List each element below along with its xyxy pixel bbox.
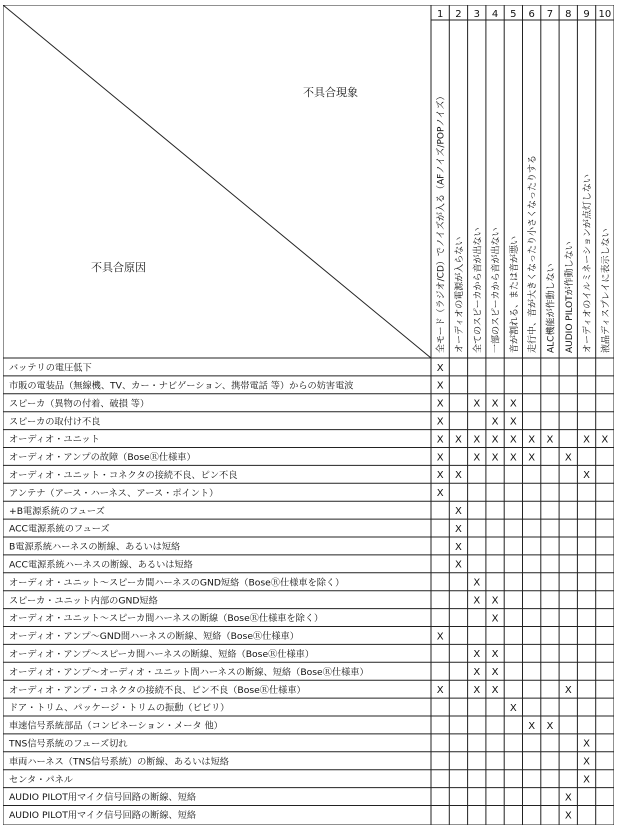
cell-mark: X [564,792,572,804]
cell-mark: X [455,506,462,517]
column-number: 7 [546,9,554,20]
row-cause: 車両ハーネス（TNS信号系統）の断線、あるいは短絡 [9,756,229,768]
cell-mark: X [455,541,462,553]
cell-mark: X [436,398,444,410]
cell-mark: X [436,452,444,464]
column-label: 走行中、音が大きくなったり小さくなったりする [528,154,539,353]
row-cause: オーディオ・ユニット [9,434,100,446]
row-cause: オーディオ・アンプの故障（BoseⓇ仕様車） [9,452,196,464]
cell-mark: X [436,470,444,482]
cell-mark: X [546,434,554,446]
cell-mark: X [455,523,462,535]
column-label: 液晶ディスプレイに表示しない [601,228,612,353]
row-cause: ACC電源系統ハーネスの断線、あるいは短絡 [9,559,193,571]
row-cause: オーディオ・ユニット〜スピーカ間ハーネスの断線（BoseⓇ仕様車を除く） [9,613,324,625]
column-lines [449,5,595,825]
cell-mark: X [583,774,590,786]
column-label: 一部のスピーカから音が出ない [491,227,502,353]
symptom-cause-matrix [3,5,614,825]
row-cause: ACC電源系統のフューズ [9,523,110,535]
column-number: 9 [583,9,590,20]
cell-mark: X [528,452,536,464]
row-cause: +B電源系統のフューズ [9,505,105,517]
cell-mark: X [473,667,481,679]
row-cause: アンテナ（アース・ハーネス、アース・ポイント） [9,487,219,499]
cell-mark: X [509,416,517,428]
cell-mark: X [473,685,481,696]
row-cause: AUDIO PILOT用マイク信号回路の断線、短絡 [9,792,197,804]
row-cause: ドア・トリム、パッケージ・トリムの振動（ビビリ） [9,702,230,714]
cell-mark: X [455,470,462,482]
cell-mark: X [473,595,481,607]
cell-mark: X [455,434,462,446]
cell-mark: X [436,488,444,500]
column-label: オーディオの電源が入らない [454,236,465,353]
column-numbers [437,9,611,20]
column-label: AUDIO PILOTが作動しない [564,241,575,353]
row-cause: B電源系統ハーネスの断線、あるいは短絡 [9,541,181,553]
cell-mark: X [491,613,499,625]
cell-mark: X [436,416,444,428]
row-cause: スピーカ（異物の付着、破損 等） [9,398,150,410]
cell-mark: X [491,667,499,679]
cell-mark: X [509,434,517,446]
column-number: 4 [491,9,499,20]
row-cause: TNS信号系統のフューズ切れ [9,738,128,750]
column-label: 音が割れる、または音が悪い [509,235,520,353]
row-cause: バッテリの電圧低下 [9,362,92,374]
row-cause: センタ・パネル [9,774,73,786]
cell-mark: X [491,416,499,428]
cell-mark: X [473,398,481,410]
column-number: 1 [436,9,444,20]
cell-mark: X [455,559,462,571]
cell-mark: X [491,398,499,410]
cell-mark: X [583,470,590,482]
row-cause: オーディオ・ユニット〜スピーカ間ハーネスのGND短絡（BoseⓇ仕様車を除く） [9,577,345,589]
cell-mark: X [601,434,609,446]
row-cause: オーディオ・ユニット・コネクタの接続不良、ピン不良 [9,470,238,481]
cell-mark: X [491,452,499,464]
cell-mark: X [473,434,481,446]
cell-mark: X [491,434,499,446]
header-diagonal [3,5,431,358]
row-cause: オーディオ・アンプ〜GND間ハーネスの断線、短絡（BoseⓇ仕様車） [9,631,299,643]
cell-mark: X [491,595,499,607]
row-cause: オーディオ・アンプ〜オーディオ・ユニット間ハーネスの断線、短絡（BoseⓇ仕様車） [9,666,369,678]
cell-mark: X [583,738,590,750]
cell-mark: X [583,434,590,446]
column-label: 全てのスピーカから音が出ない [473,227,484,353]
column-number: 2 [455,9,462,20]
cell-mark: X [509,702,517,714]
cell-mark: X [509,398,517,410]
cell-mark: X [528,434,536,446]
column-number: 6 [528,9,535,20]
cell-mark: X [436,685,444,696]
table-row [9,809,572,821]
column-number: 10 [598,9,612,20]
cell-mark: X [473,577,481,589]
cause-title: 不具合原因 [91,261,146,274]
row-cause: オーディオ・アンプ〜スピーカ間ハーネスの断線、短絡（BoseⓇ仕様車） [9,649,315,660]
cell-mark: X [436,434,444,446]
cell-mark: X [564,452,572,464]
cell-mark: X [546,720,554,732]
cell-mark: X [564,810,572,822]
cell-mark: X [564,685,572,696]
cell-mark: X [491,685,499,696]
column-number: 8 [565,9,572,20]
cell-mark: X [436,631,444,643]
cell-mark: X [436,380,444,392]
cell-mark: X [528,720,536,732]
column-number: 5 [510,9,517,20]
cell-mark: X [473,452,481,464]
row-cause: AUDIO PILOT用マイク信号回路の断線、短絡 [9,810,197,822]
cell-mark: X [436,362,444,374]
column-label: 全モード（ラジオ/CD）でノイズが入る（AFノイズ/POPノイズ） [436,91,447,353]
column-label: オーディオのイルミネーションが点灯しない [583,174,594,353]
row-cause: スピーカの取付け不良 [9,416,101,428]
row-cause: 車速信号系統部品（コンビネーション・メータ 他） [9,720,223,732]
column-label: ALC機能が作動しない [546,263,557,353]
cell-mark: X [583,756,590,768]
column-number: 3 [473,9,480,20]
cell-mark: X [473,649,481,661]
symptom-title: 不具合現象 [303,86,358,99]
cell-mark: X [509,452,517,464]
row-cause: スピーカ・ユニット内部のGND短絡 [9,595,158,607]
row-cause: 市販の電装品（無線機、TV、カー・ナビゲーション、携帯電話 等）からの妨害電波 [9,380,354,392]
row-cause: オーディオ・アンプ・コネクタの接続不良、ピン不良（BoseⓇ仕様車） [9,684,306,696]
cell-mark: X [491,649,499,661]
